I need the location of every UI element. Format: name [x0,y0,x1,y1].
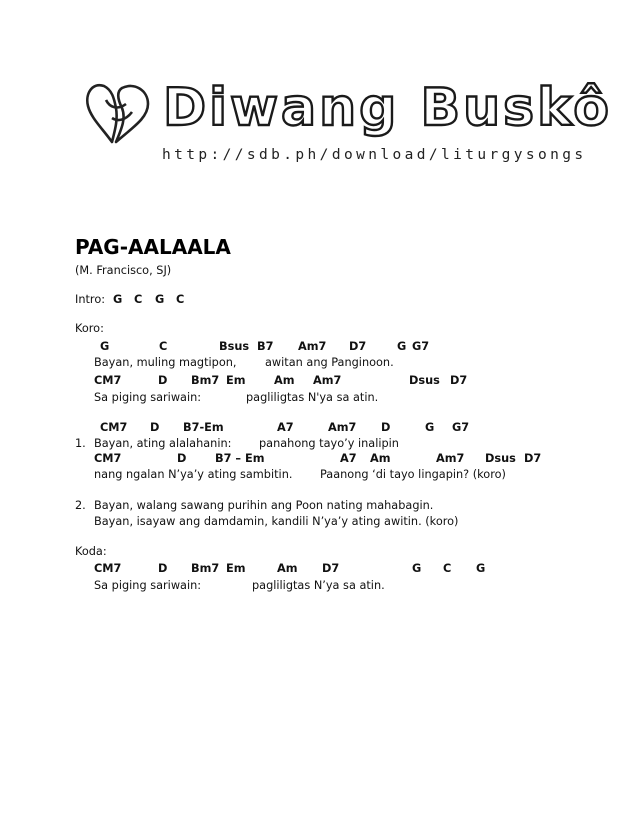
chord: CM7 [94,452,122,465]
chord: Bm7 [191,562,220,575]
intro-label: Intro: [75,293,106,306]
chord: CM7 [94,562,122,575]
chord: G [425,421,435,434]
chord: D [150,421,160,434]
chord: Dsus [409,374,440,387]
chord: A7 [340,452,357,465]
lyric: awitan ang Panginoon. [265,356,394,369]
intro-chord: G [113,293,123,306]
chord: G7 [452,421,470,434]
chord: G [100,340,110,353]
chord: B7 [257,340,274,353]
lyric: nang ngalan N’ya’y ating sambitin. [94,468,293,481]
chord: D [177,452,187,465]
chord: Dsus [485,452,516,465]
chord: G7 [412,340,430,353]
lyric: Bayan, isayaw ang damdamin, kandili N’ya’y ating awitin. (koro) [94,515,459,528]
intro-chord: G [155,293,165,306]
lyric: Bayan, ating alalahanin: [94,437,232,450]
chord: A7 [277,421,294,434]
heart-logo-icon [82,78,154,148]
lyric: Sa piging sariwain: [94,391,202,404]
koda-label: Koda: [75,545,107,558]
chord: CM7 [100,421,128,434]
chord: Bsus [219,340,250,353]
song-author: (M. Francisco, SJ) [75,264,172,277]
chord: D [158,562,168,575]
download-url: http://sdb.ph/download/liturgysongs [162,147,587,163]
chord: Am [277,562,298,575]
chord: B7 – Em [215,452,265,465]
lyric: Bayan, walang sawang purihin ang Poon nating mahabagin. [94,499,434,512]
lyric: pagliligtas N’ya sa atin. [252,579,385,592]
chord: Am [274,374,295,387]
intro-chord: C [134,293,143,306]
chord: D [158,374,168,387]
chord: C [159,340,168,353]
chord: CM7 [94,374,122,387]
lyric: Paanong ‘di tayo lingapin? (koro) [320,468,506,481]
verse-number: 1. [75,437,86,450]
chord: Am7 [313,374,342,387]
intro-chord: C [176,293,185,306]
chord: Am7 [328,421,357,434]
koro-label: Koro: [75,322,104,335]
lyric: pagliligtas N'ya sa atin. [246,391,379,404]
chord: Bm7 [191,374,220,387]
lyric: Sa piging sariwain: [94,579,202,592]
lyric: Bayan, muling magtipon, [94,356,237,369]
song-title: PAG-AALAALA [75,235,231,259]
brand-title: Diwang Buskô [163,78,612,138]
chord: Em [226,562,246,575]
chord: G [476,562,486,575]
chord: C [443,562,452,575]
chord: Am [370,452,391,465]
chord: G [397,340,407,353]
chord: D [381,421,391,434]
chord: G [412,562,422,575]
chord: D7 [349,340,367,353]
chord: D7 [524,452,542,465]
chord: D7 [450,374,468,387]
verse-number: 2. [75,499,86,512]
chord: Em [226,374,246,387]
chord: Am7 [436,452,465,465]
chord: D7 [322,562,340,575]
chord: B7-Em [183,421,224,434]
chord: Am7 [298,340,327,353]
lyric: panahong tayo’y inalipin [259,437,399,450]
